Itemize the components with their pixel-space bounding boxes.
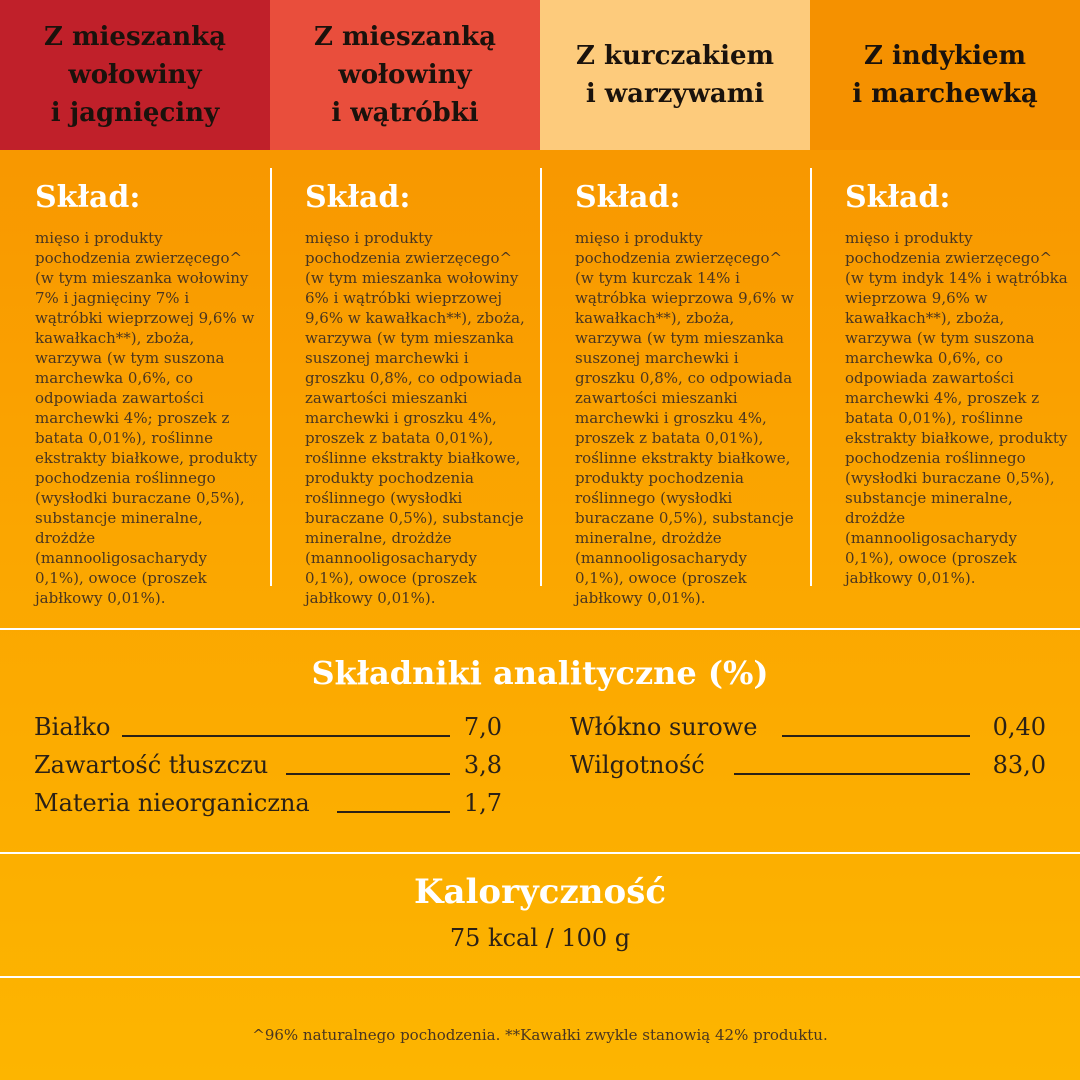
divider bbox=[0, 976, 1080, 978]
composition-title: Skład: bbox=[845, 180, 951, 215]
analytics-value: 0,40 bbox=[992, 713, 1046, 741]
analytics-value: 83,0 bbox=[992, 751, 1046, 779]
composition-text: mięso i produkty pochodzenia zwierzęcego^ (w tym indyk 14% i wątróbka wieprzowa 9,6% w kawałkach**), zboża, warzywa (w tym suszona marchewka 0,6%, co odpowiada zawartości marchewki 4%, proszek z batata 0,01%), roślinne ekstrakty białkowe, produkty pochodzenia roślinnego (wysłodki buraczane 0,5%), substancje mineralne, drożdże (mannooligosacharydy 0,1%), owoce (proszek jabłkowy 0,01%). bbox=[845, 229, 1068, 587]
composition-column bbox=[810, 150, 1080, 628]
analytics-row bbox=[34, 748, 502, 786]
composition-columns bbox=[0, 150, 1080, 628]
composition-text: mięso i produkty pochodzenia zwierzęcego^ (w tym kurczak 14% i wątróbka wieprzowa 9,6% w kawałkach**), zboża, warzywa (w tym mieszanka suszonej marchewki i groszku 0,8%, co odpowiada zawartości mieszanki marchewki i groszku 4%, proszek z batata 0,01%), roślinne ekstrakty białkowe, produkty pochodzenia roślinnego (wysłodki buraczane 0,5%), substancje mineralne, drożdże (mannooligosacharydy 0,1%), owoce (proszek jabłkowy 0,01%). bbox=[575, 229, 794, 607]
calories-title: Kaloryczność bbox=[413, 872, 667, 912]
divider bbox=[0, 628, 1080, 630]
composition-column bbox=[540, 150, 810, 628]
composition-text: mięso i produkty pochodzenia zwierzęcego^ (w tym mieszanka wołowiny 7% i jagnięciny 7% i wątróbki wieprzowej 9,6% w kawałkach**), zboża, warzywa (w tym suszona marchewka 0,6%, co odpowiada zawartości marchewki 4%; proszek z batata 0,01%), roślinne ekstrakty białkowe, produkty pochodzenia roślinnego (wysłodki buraczane 0,5%), substancje mineralne, drożdże (mannooligosacharydy 0,1%), owoce (proszek jabłkowy 0,01%). bbox=[35, 229, 258, 607]
variant-header-turkey-carrot: Z indykiem i marchewką bbox=[810, 0, 1080, 150]
variant-header-beef-lamb: Z mieszanką wołowiny i jagnięciny bbox=[0, 0, 270, 150]
composition-title: Skład: bbox=[35, 180, 141, 215]
analytics-value: 3,8 bbox=[463, 751, 502, 779]
analytics-right-column bbox=[570, 710, 1046, 824]
analytics-title: Składniki analityczne (%) bbox=[311, 654, 769, 692]
leader-line bbox=[782, 735, 970, 737]
composition-title: Skład: bbox=[575, 180, 681, 215]
analytics-label: Białko bbox=[34, 713, 111, 741]
variant-header-chicken-vegetables: Z kurczakiem i warzywami bbox=[540, 0, 810, 150]
analytics-value: 1,7 bbox=[463, 789, 502, 817]
analytics-row bbox=[34, 710, 502, 748]
composition-title: Skład: bbox=[305, 180, 411, 215]
analytics-row bbox=[570, 748, 1046, 786]
variant-headers bbox=[0, 0, 1080, 150]
leader-line bbox=[337, 811, 450, 813]
analytics-row bbox=[570, 710, 1046, 748]
analytics-label: Wilgotność bbox=[570, 751, 705, 779]
calories-value: 75 kcal / 100 g bbox=[449, 924, 631, 952]
analytics-row bbox=[34, 786, 502, 824]
divider bbox=[0, 852, 1080, 854]
composition-column bbox=[0, 150, 270, 628]
variant-header-beef-liver: Z mieszanką wołowiny i wątróbki bbox=[270, 0, 540, 150]
analytics-table bbox=[34, 710, 1046, 824]
composition-text: mięso i produkty pochodzenia zwierzęcego^ (w tym mieszanka wołowiny 6% i wątróbki wieprzowej 9,6% w kawałkach**), zboża, warzywa (w tym mieszanka suszonej marchewki i groszku 0,8%, co odpowiada zawartości mieszanki marchewki i groszku 4%, proszek z batata 0,01%), roślinne ekstrakty białkowe, produkty pochodzenia roślinnego (wysłodki buraczane 0,5%), substancje mineralne, drożdże (mannooligosacharydy 0,1%), owoce (proszek jabłkowy 0,01%). bbox=[305, 229, 525, 607]
analytics-value: 7,0 bbox=[463, 713, 502, 741]
analytics-left-column bbox=[34, 710, 502, 824]
composition-column bbox=[270, 150, 540, 628]
leader-line bbox=[286, 773, 450, 775]
leader-line bbox=[734, 773, 970, 775]
footnote: ^96% naturalnego pochodzenia. **Kawałki zwykle stanowią 42% produktu. bbox=[252, 1026, 828, 1044]
leader-line bbox=[122, 735, 450, 737]
analytics-label: Włókno surowe bbox=[570, 713, 758, 741]
analytics-label: Zawartość tłuszczu bbox=[34, 751, 269, 779]
analytics-label: Materia nieorganiczna bbox=[34, 789, 310, 817]
